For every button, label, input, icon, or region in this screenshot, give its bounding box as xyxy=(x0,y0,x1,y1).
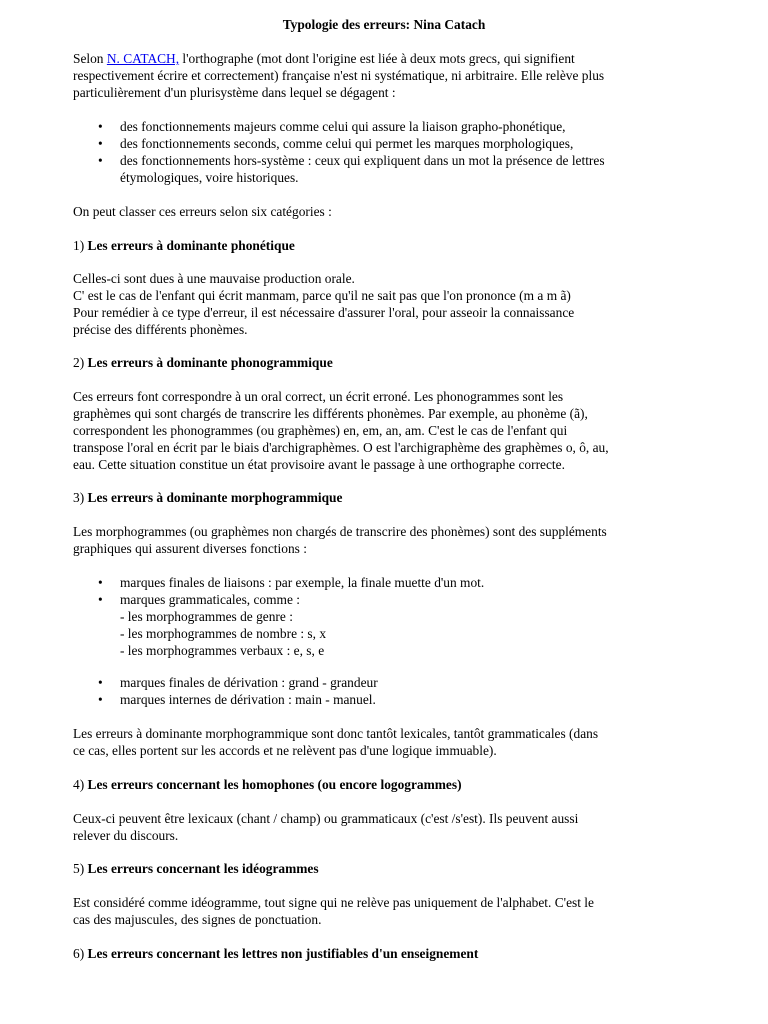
section-title: Les erreurs concernant les homophones (ou encore logogrammes) xyxy=(87,777,462,792)
section-number: 2) xyxy=(73,355,88,370)
section-1-heading xyxy=(73,237,703,254)
paragraph-line: transpose l'oral en écrit par le biais d'archigraphèmes. O est l'archigraphème des graphèmes o, ô, au, xyxy=(73,440,609,455)
section-2-paragraph xyxy=(73,388,703,473)
paragraph-line: Ces erreurs font correspondre à un oral correct, un écrit erroné. Les phonogrammes sont les xyxy=(73,389,564,404)
paragraph-line: Les erreurs à dominante morphogrammique sont donc tantôt lexicales, tantôt grammaticales (dans xyxy=(73,726,599,741)
paragraph-line: Ceux-ci peuvent être lexicaux (chant / champ) ou grammaticaux (c'est /s'est). Ils peuvent aussi xyxy=(73,811,579,826)
classify-sentence: On peut classer ces erreurs selon six catégories : xyxy=(73,204,332,219)
catach-link[interactable]: N. CATACH, xyxy=(106,51,180,66)
section-number: 6) xyxy=(73,946,88,961)
section-number: 3) xyxy=(73,490,88,505)
intro-bullet-list xyxy=(73,118,703,186)
paragraph-line: précise des différents phonèmes. xyxy=(73,322,248,337)
intro-line-3: particulièrement d'un plurisystème dans lequel se dégagent : xyxy=(73,85,396,100)
section-title: Les erreurs à dominante morphogrammique xyxy=(87,490,343,505)
list-item: • des fonctionnements hors-système : ceux qui expliquent dans un mot la présence de lettres étymologiques, voire historiques. xyxy=(73,152,703,186)
list-item: • marques finales de dérivation : grand - grandeur xyxy=(73,674,703,691)
section-5-heading xyxy=(73,860,703,877)
paragraph-line: Est considéré comme idéogramme, tout signe qui ne relève pas uniquement de l'alphabet. C'est le xyxy=(73,895,594,910)
section-6-heading xyxy=(73,945,703,962)
sub-item: - les morphogrammes de genre : xyxy=(120,609,293,624)
section-2-heading xyxy=(73,354,703,371)
section-3-heading xyxy=(73,489,703,506)
sub-item: - les morphogrammes verbaux : e, s, e xyxy=(120,643,325,658)
section-4-paragraph xyxy=(73,810,703,844)
sub-item: - les morphogrammes de nombre : s, x xyxy=(120,626,327,641)
paragraph-line: correspondent les phonogrammes (ou graphèmes) en, em, an, am. C'est le cas de l'enfant qui xyxy=(73,423,568,438)
section-number: 5) xyxy=(73,861,88,876)
list-item: • des fonctionnements majeurs comme celui qui assure la liaison grapho-phonétique, xyxy=(73,118,703,135)
section-3-conclusion xyxy=(73,725,703,759)
morphogram-bullet-list-2 xyxy=(73,674,703,708)
list-item: • marques internes de dérivation : main - manuel. xyxy=(73,691,703,708)
section-title: Les erreurs concernant les idéogrammes xyxy=(87,861,319,876)
paragraph-line: eau. Cette situation constitue un état provisoire avant le passage à une orthographe correcte. xyxy=(73,457,565,472)
paragraph-line: Les morphogrammes (ou graphèmes non chargés de transcrire des phonèmes) sont des suppléments xyxy=(73,524,607,539)
list-item: • des fonctionnements seconds, comme celui qui permet les marques morphologiques, xyxy=(73,135,703,152)
intro-line-1 xyxy=(73,50,703,67)
paragraph-line: cas des majuscules, des signes de ponctuation. xyxy=(73,912,322,927)
section-number: 1) xyxy=(73,238,88,253)
section-number: 4) xyxy=(73,777,88,792)
section-4-heading xyxy=(73,776,703,793)
section-1-paragraph xyxy=(73,270,703,338)
paragraph-line: relever du discours. xyxy=(73,828,179,843)
intro-paragraph xyxy=(73,50,703,101)
section-5-paragraph xyxy=(73,894,703,928)
list-item: • marques finales de liaisons : par exemple, la finale muette d'un mot. xyxy=(73,574,703,591)
paragraph-line: ce cas, elles portent sur les accords et ne relèvent pas d'une logique immuable). xyxy=(73,743,497,758)
section-title: Les erreurs à dominante phonétique xyxy=(87,238,295,253)
section-title: Les erreurs à dominante phonogrammique xyxy=(87,355,333,370)
paragraph-line: C' est le cas de l'enfant qui écrit manmam, parce qu'il ne sait pas que l'on prononce (m a m ã) xyxy=(73,288,571,303)
paragraph-line: graphiques qui assurent diverses fonctions : xyxy=(73,541,307,556)
section-3-paragraph xyxy=(73,523,703,557)
list-item: • marques grammaticales, comme : - les morphogrammes de genre : - les morphogrammes de nombre : s, x - les morphogrammes verbaux : e, s, e xyxy=(73,591,703,659)
intro-text-after-link: l'orthographe (mot dont l'origine est liée à deux mots grecs, qui signifient xyxy=(179,51,575,66)
paragraph-line: graphèmes qui sont chargés de transcrire les différents phonèmes. Par exemple, au phonème (ã), xyxy=(73,406,588,421)
paragraph-line: Pour remédier à ce type d'erreur, il est nécessaire d'assurer l'oral, pour asseoir la connaissance xyxy=(73,305,575,320)
morphogram-bullet-list-1 xyxy=(73,574,703,659)
intro-text-before-link: Selon xyxy=(73,51,107,66)
section-title: Les erreurs concernant les lettres non justifiables d'un enseignement xyxy=(87,946,479,961)
intro-line-2: respectivement écrire et correctement) française n'est ni systématique, ni arbitraire. Elle relève plus xyxy=(73,68,605,83)
page-title: Typologie des erreurs: Nina Catach xyxy=(282,17,486,32)
paragraph-line: Celles-ci sont dues à une mauvaise production orale. xyxy=(73,271,355,286)
